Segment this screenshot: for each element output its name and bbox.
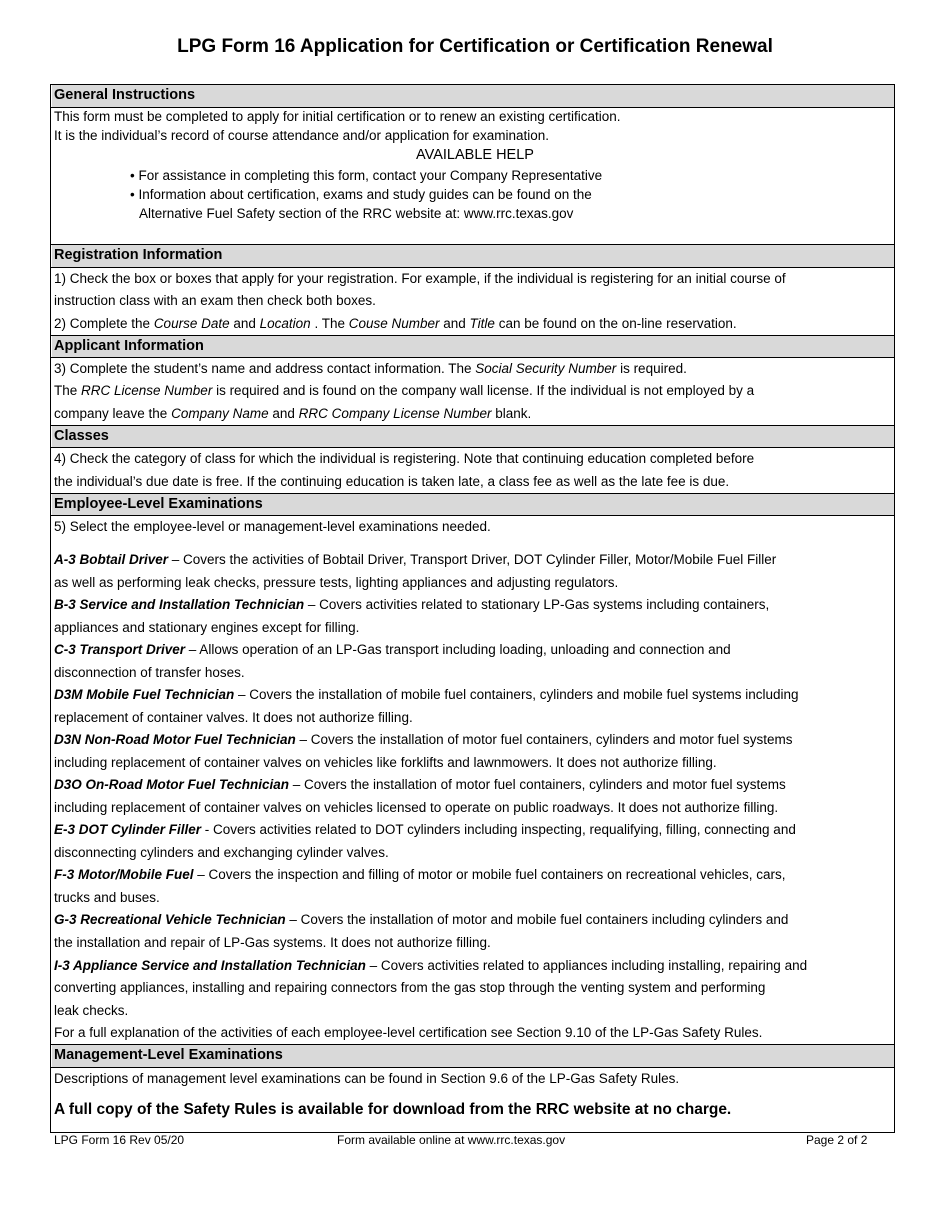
management-line-1: Descriptions of management level examinations can be found in Section 9.6 of the LP-Gas Safety Rules. <box>54 1071 680 1086</box>
rrc-license-term: RRC License Number <box>81 383 213 398</box>
safety-rules-notice: A full copy of the Safety Rules is available for download from the RRC website at no charge. <box>54 1101 732 1118</box>
classes-line-1: 4) Check the category of class for which the individual is registering. Note that continuing education completed before <box>54 451 755 466</box>
section-header-classes: Classes <box>52 426 894 448</box>
exam-title: I-3 Appliance Service and Installation Technician <box>54 958 366 973</box>
section-header-registration: Registration Information <box>52 245 894 267</box>
section-header-employee-level: Employee-Level Examinations <box>52 494 894 516</box>
footer-page-number: Page 2 of 2 <box>806 1133 868 1147</box>
footer-form-number: LPG Form 16 Rev 05/20 <box>54 1133 185 1147</box>
registration-line-3 <box>54 313 737 335</box>
course-date-term: Course Date <box>153 316 230 331</box>
text: – Covers the installation of motor fuel containers, cylinders and motor fuel systems <box>289 777 786 792</box>
text: – Covers the installation of motor fuel containers, cylinders and motor fuel systems <box>295 732 793 747</box>
text: and <box>268 406 299 421</box>
text: is required. <box>616 361 687 376</box>
exam-i3-cont-2: leak checks. <box>54 1003 129 1018</box>
text: is required and is found on the company wall license. If the individual is not employed by a <box>212 383 755 398</box>
text: 3) Complete the student’s name and address contact information. The <box>54 361 476 376</box>
exam-i3-cont: converting appliances, installing and repairing connectors from the gas stop through the venting system and performing <box>54 980 766 995</box>
footer-online: Form available online at www.rrc.texas.gov <box>337 1133 566 1147</box>
help-bullet-1: • For assistance in completing this form, contact your Company Representative <box>130 168 603 183</box>
registration-line-1: 1) Check the box or boxes that apply for your registration. For example, if the individual is registering for an initial course of <box>54 271 786 286</box>
exam-b3-cont: appliances and stationary engines except for filling. <box>54 620 360 635</box>
text: company leave the <box>54 406 172 421</box>
text: – Covers activities related to appliances including installing, repairing and <box>365 958 808 973</box>
section-header-general-instructions: General Instructions <box>52 85 894 107</box>
text: The <box>54 383 82 398</box>
help-bullet-2-continued: Alternative Fuel Safety section of the RRC website at: www.rrc.texas.gov <box>139 206 574 221</box>
exam-i3 <box>54 955 807 977</box>
exam-a3-cont: as well as performing leak checks, pressure tests, lighting appliances and adjusting regulators. <box>54 575 619 590</box>
text: – Covers the installation of motor and mobile fuel containers including cylinders and <box>285 912 789 927</box>
exam-e3 <box>54 819 796 841</box>
section-header-management-level: Management-Level Examinations <box>52 1045 894 1067</box>
text: – Covers the activities of Bobtail Driver, Transport Driver, DOT Cylinder Filler, Motor/Mobile Fuel Filler <box>168 552 777 567</box>
help-bullet-2: • Information about certification, exams and study guides can be found on the <box>130 187 592 202</box>
text: can be found on the on-line reservation. <box>494 316 737 331</box>
course-number-term: Couse Number <box>348 316 440 331</box>
company-name-term: Company Name <box>171 406 269 421</box>
ssn-term: Social Security Number <box>475 361 617 376</box>
exam-title: F-3 Motor/Mobile Fuel <box>54 867 194 882</box>
text: blank. <box>491 406 532 421</box>
exam-d3m <box>54 684 799 706</box>
exam-title: G-3 Recreational Vehicle Technician <box>54 912 286 927</box>
text: – Covers the inspection and filling of motor or mobile fuel containers on recreational vehicles, cars, <box>193 867 786 882</box>
page-title: LPG Form 16 Application for Certification or Certification Renewal <box>177 36 773 57</box>
exam-f3 <box>54 864 786 886</box>
applicant-line-2 <box>54 380 754 402</box>
exam-g3 <box>54 909 788 931</box>
text: . The <box>310 316 349 331</box>
text: – Covers the installation of mobile fuel containers, cylinders and mobile fuel systems including <box>234 687 799 702</box>
exam-g3-cont: the installation and repair of LP-Gas systems. It does not authorize filling. <box>54 935 491 950</box>
exam-b3 <box>54 594 769 616</box>
exam-title: E-3 DOT Cylinder Filler <box>54 822 202 837</box>
exam-title: A-3 Bobtail Driver <box>54 552 169 567</box>
general-line-2: It is the individual’s record of course attendance and/or application for examination. <box>54 128 550 143</box>
text: and <box>229 316 260 331</box>
exam-f3-cont: trucks and buses. <box>54 890 160 905</box>
exam-title: C-3 Transport Driver <box>54 642 186 657</box>
general-line-1: This form must be completed to apply for initial certification or to renew an existing certification. <box>54 109 621 124</box>
location-term: Location <box>259 316 311 331</box>
exam-d3o <box>54 774 786 796</box>
classes-line-2: the individual’s due date is free. If the continuing education is taken late, a class fee as well as the late fee is due. <box>54 474 730 489</box>
exam-c3 <box>54 639 731 661</box>
exam-c3-cont: disconnection of transfer hoses. <box>54 665 245 680</box>
exam-d3m-cont: replacement of container valves. It does not authorize filling. <box>54 710 413 725</box>
registration-line-2: instruction class with an exam then check both boxes. <box>54 293 376 308</box>
employee-intro: 5) Select the employee-level or management-level examinations needed. <box>54 519 491 534</box>
text: - Covers activities related to DOT cylinders including inspecting, requalifying, filling, connecting and <box>201 822 796 837</box>
applicant-line-3 <box>54 403 531 425</box>
exam-e3-cont: disconnecting cylinders and exchanging cylinder valves. <box>54 845 389 860</box>
text: – Allows operation of an LP-Gas transport including loading, unloading and connection and <box>185 642 731 657</box>
exam-d3o-cont: including replacement of container valves on vehicles licensed to operate on public roadways. It does not authorize filling. <box>54 800 779 815</box>
text: – Covers activities related to stationary LP-Gas systems including containers, <box>304 597 770 612</box>
exam-d3n-cont: including replacement of container valves on vehicles like forklifts and lawnmowers. It does not authorize filling. <box>54 755 717 770</box>
text: and <box>439 316 470 331</box>
exam-d3n <box>54 729 793 751</box>
exam-title: B-3 Service and Installation Technician <box>54 597 305 612</box>
title-term: Title <box>469 316 495 331</box>
exam-title: D3O On-Road Motor Fuel Technician <box>54 777 290 792</box>
text: 2) Complete the <box>54 316 154 331</box>
section-header-applicant: Applicant Information <box>52 336 894 358</box>
applicant-line-1 <box>54 358 687 380</box>
exam-a3 <box>54 549 776 571</box>
employee-full-explanation: For a full explanation of the activities of each employee-level certification see Section 9.10 of the LP-Gas Safety Rules. <box>54 1025 763 1040</box>
company-license-term: RRC Company License Number <box>298 406 492 421</box>
available-help-heading: AVAILABLE HELP <box>416 147 534 163</box>
exam-title: D3M Mobile Fuel Technician <box>54 687 235 702</box>
exam-title: D3N Non-Road Motor Fuel Technician <box>54 732 296 747</box>
